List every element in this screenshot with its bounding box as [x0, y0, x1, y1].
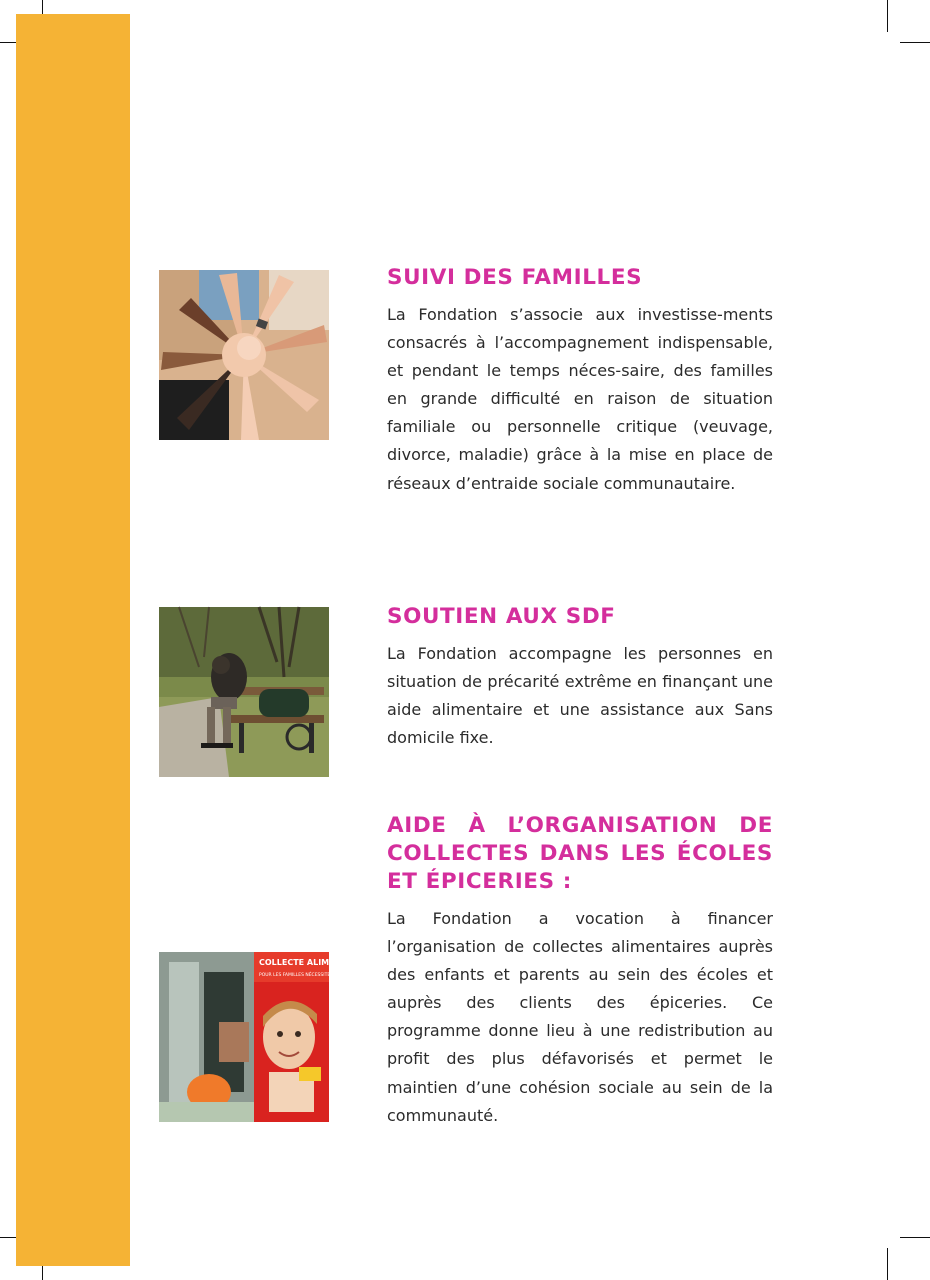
section-title: SUIVI DES FAMILLES: [387, 265, 643, 290]
crop-mark: [900, 42, 930, 43]
hands-together-photo: [159, 270, 329, 440]
section-body: La Fondation s’associe aux investisse-ments consacrés à l’accompagnement indispensable, et pendant le temps néces-saire, des familles en grande difficulté en raison de situation familiale ou personnelle critique (veuvage, divorce, maladie) grâce à la mise en place de réseaux d’entraide sociale communautaire.: [387, 305, 773, 493]
section-suivi-familles: [387, 264, 773, 498]
section-body: La Fondation accompagne les personnes en situation de précarité extrême en finançant une aide alimentaire et une assistance aux Sans domicile fixe.: [387, 644, 773, 748]
side-color-band: [16, 14, 130, 1266]
crop-mark: [887, 1248, 888, 1280]
person-on-bench-photo: [159, 607, 329, 777]
section-title: SOUTIEN AUX SDF: [387, 604, 616, 629]
poster-title: COLLECTE ALIMEN: [259, 958, 342, 967]
section-title: AIDE À L’ORGANISATION DE COLLECTES DANS LES ÉCOLES ET ÉPICERIES :: [387, 813, 773, 894]
section-soutien-sdf: [387, 603, 773, 752]
crop-mark: [887, 0, 888, 32]
food-collection-poster-photo: [159, 952, 342, 1122]
poster-subtitle: POUR LES FAMILLES NÉCESSITEUS: [259, 973, 337, 978]
section-collectes: [387, 812, 773, 1130]
crop-mark: [900, 1237, 930, 1238]
section-body: La Fondation a vocation à financer l’organisation de collectes alimentaires auprès des enfants et parents au sein des écoles et auprès des clients des épiceries. Ce programme donne lieu à une redistribution au profit des plus défavorisés et permet le maintien d’une cohésion sociale au sein de la communauté.: [387, 909, 773, 1125]
